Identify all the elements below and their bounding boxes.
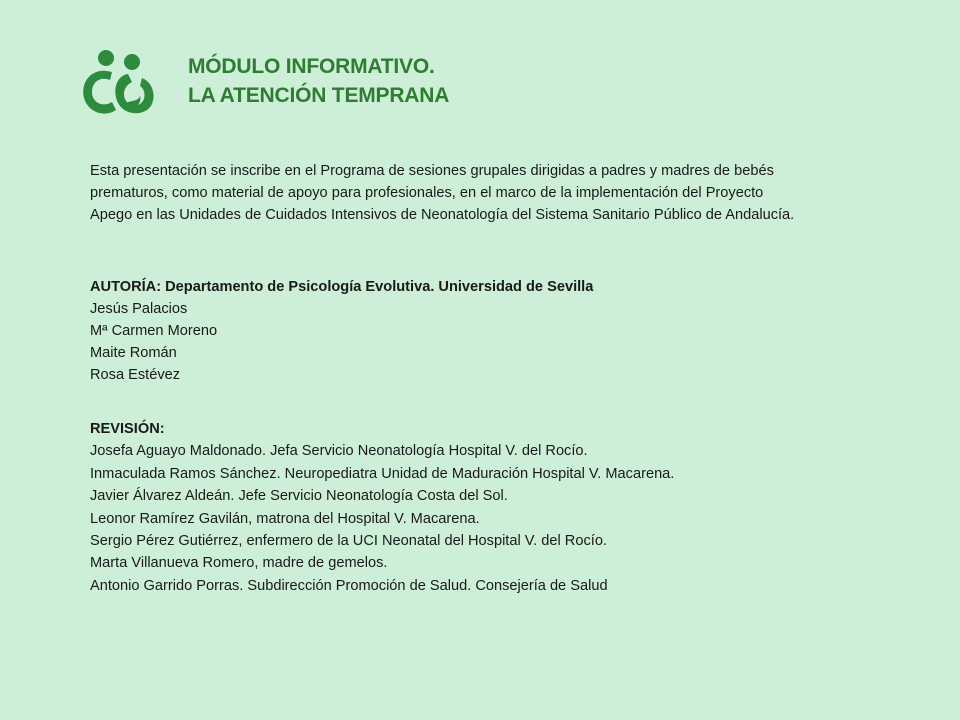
title-line-1: MÓDULO INFORMATIVO. bbox=[188, 55, 435, 78]
review-heading: REVISIÓN: bbox=[90, 421, 165, 437]
author-name: Mª Carmen Moreno bbox=[90, 323, 218, 339]
intro-line: prematuros, como material de apoyo para profesionales, en el marco de la implementación del Proyecto bbox=[90, 185, 764, 201]
authors-section bbox=[90, 276, 890, 386]
reviewer-entry: Inmaculada Ramos Sánchez. Neuropediatra Unidad de Maduración Hospital V. Macarena. bbox=[90, 465, 675, 482]
title-line-2: LA ATENCIÓN TEMPRANA bbox=[188, 84, 450, 107]
intro-line: Esta presentación se inscribe en el Programa de sesiones grupales dirigidas a padres y madres de bebés bbox=[90, 163, 774, 179]
author-name: Maite Román bbox=[90, 345, 177, 361]
author-name: Rosa Estévez bbox=[90, 367, 181, 383]
intro-line: Apego en las Unidades de Cuidados Intensivos de Neonatología del Sistema Sanitario Público de Andalucía. bbox=[90, 207, 795, 223]
author-name: Jesús Palacios bbox=[90, 301, 188, 317]
reviewer-entry: Marta Villanueva Romero, madre de gemelos. bbox=[90, 555, 388, 572]
authors-heading: AUTORÍA: Departamento de Psicología Evolutiva. Universidad de Sevilla bbox=[90, 279, 594, 295]
reviewer-entry: Javier Álvarez Aldeán. Jefe Servicio Neonatología Costa del Sol. bbox=[90, 488, 508, 505]
reviewer-entry: Josefa Aguayo Maldonado. Jefa Servicio Neonatología Hospital V. del Rocío. bbox=[90, 443, 588, 460]
reviewer-entry: Sergio Pérez Gutiérrez, enfermero de la UCI Neonatal del Hospital V. del Rocío. bbox=[90, 533, 607, 550]
reviewer-entry: Antonio Garrido Porras. Subdirección Promoción de Salud. Consejería de Salud bbox=[90, 577, 608, 594]
page-title bbox=[188, 52, 449, 110]
reviewer-entry: Leonor Ramírez Gavilán, matrona del Hospital V. Macarena. bbox=[90, 510, 480, 527]
intro-paragraph bbox=[90, 160, 920, 226]
mother-baby-logo-icon bbox=[78, 48, 158, 120]
review-section bbox=[90, 418, 890, 597]
